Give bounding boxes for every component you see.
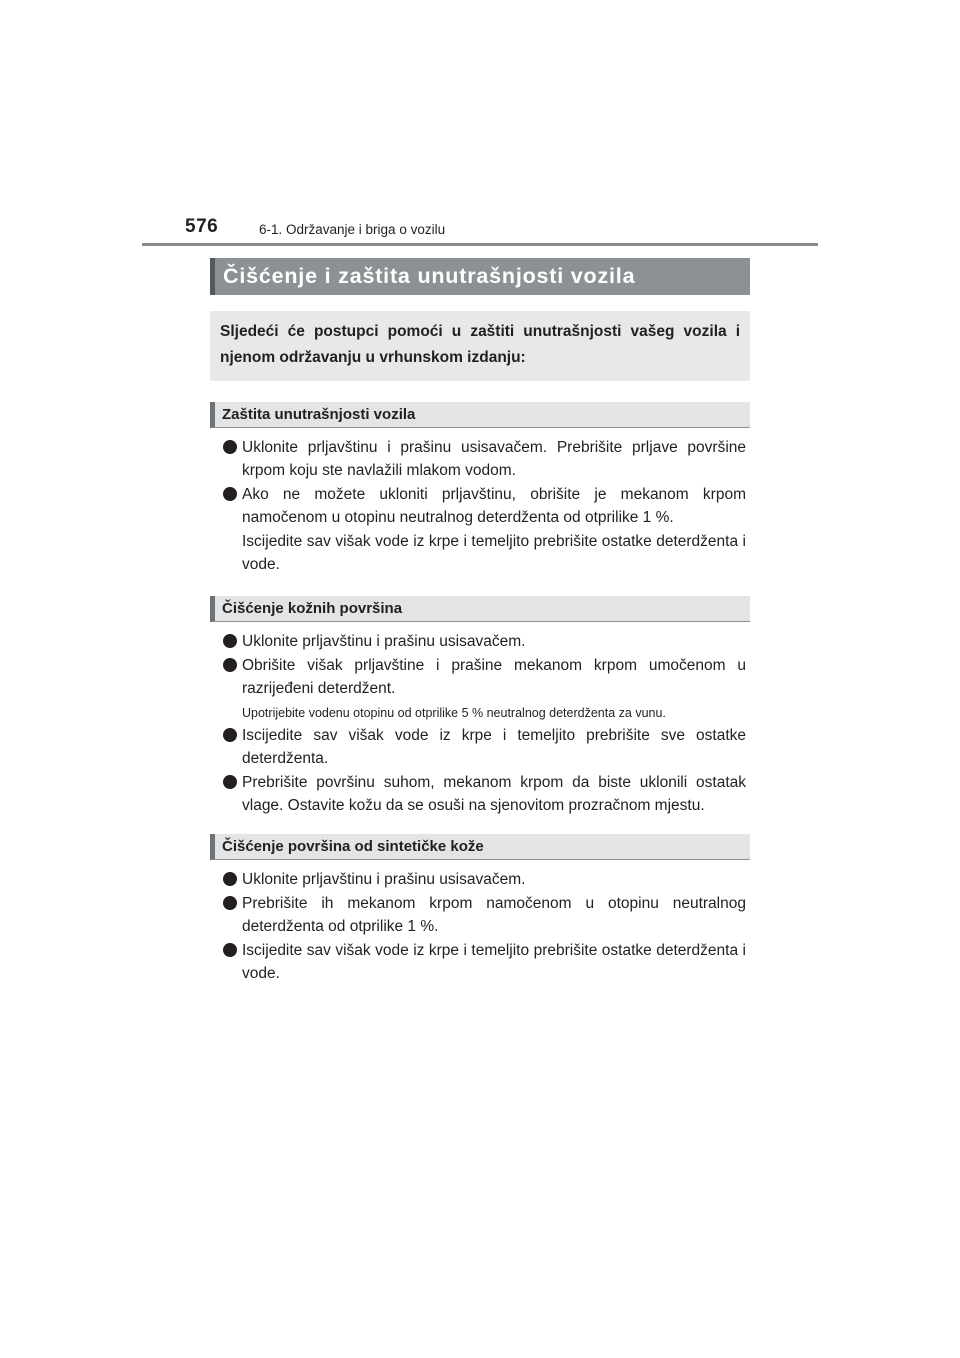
page-title: Čišćenje i zaštita unutrašnjosti vozila	[223, 264, 636, 288]
list-item: Uklonite prljavštinu i prašinu usisavačem.	[210, 630, 750, 653]
list-item: Obrišite višak prljavštine i prašine mekanom krpom umočenom u razrijeđeni deterdžent.	[210, 654, 750, 700]
bullet-icon	[223, 658, 237, 672]
list-item: Prebrišite površinu suhom, mekanom krpom da biste uklonili ostatak vlage. Ostavite kožu da se osuši na sjenovitom prozračnom mjestu.	[210, 771, 750, 817]
continuation-text: Iscijedite sav višak vode iz krpe i temeljito prebrišite ostatke deterdženta i vode.	[242, 533, 746, 573]
header-divider	[142, 243, 818, 246]
intro-box: Sljedeći će postupci pomoći u zaštiti unutrašnjosti vašeg vozila i njenom održavanju u vrhunskom izdanju:	[210, 311, 750, 381]
page-number: 576	[185, 216, 219, 237]
bullet-icon	[223, 440, 237, 454]
bullet-icon	[223, 728, 237, 742]
list-protection	[210, 436, 750, 529]
list-leather	[210, 630, 750, 700]
list-leather-continued	[210, 724, 750, 817]
list-synthetic	[210, 868, 750, 985]
list-item: Uklonite prljavštinu i prašinu usisavačem.	[210, 868, 750, 891]
list-item: Uklonite prljavštinu i prašinu usisavačem. Prebrišite prljave površine krpom koju ste navlažili mlakom vodom.	[210, 436, 750, 482]
section-heading-synthetic: Čišćenje površina od sintetičke kože	[210, 834, 750, 860]
chapter-title: 6-1. Održavanje i briga o vozilu	[259, 222, 446, 237]
bullet-icon	[223, 943, 237, 957]
bullet-icon	[223, 634, 237, 648]
section-heading-protection: Zaštita unutrašnjosti vozila	[210, 402, 750, 428]
section-title-bar	[210, 258, 750, 295]
section-heading-leather: Čišćenje kožnih površina	[210, 596, 750, 622]
page-content	[210, 258, 750, 986]
note-text: Upotrijebite vodenu otopinu od otprilike 5 % neutralnog deterdženta za vunu.	[242, 706, 666, 720]
list-item: Prebrišite ih mekanom krpom namočenom u otopinu neutralnog deterdženta od otprilike 1 %.	[210, 892, 750, 938]
bullet-icon	[223, 896, 237, 910]
list-item: Ako ne možete ukloniti prljavštinu, obrišite je mekanom krpom namočenom u otopinu neutralnog deterdženta od otprilike 1 %.	[210, 483, 750, 529]
list-item: Iscijedite sav višak vode iz krpe i temeljito prebrišite sve ostatke deterdženta.	[210, 724, 750, 770]
bullet-icon	[223, 872, 237, 886]
list-item: Iscijedite sav višak vode iz krpe i temeljito prebrišite ostatke deterdženta i vode.	[210, 939, 750, 985]
bullet-icon	[223, 487, 237, 501]
bullet-icon	[223, 775, 237, 789]
